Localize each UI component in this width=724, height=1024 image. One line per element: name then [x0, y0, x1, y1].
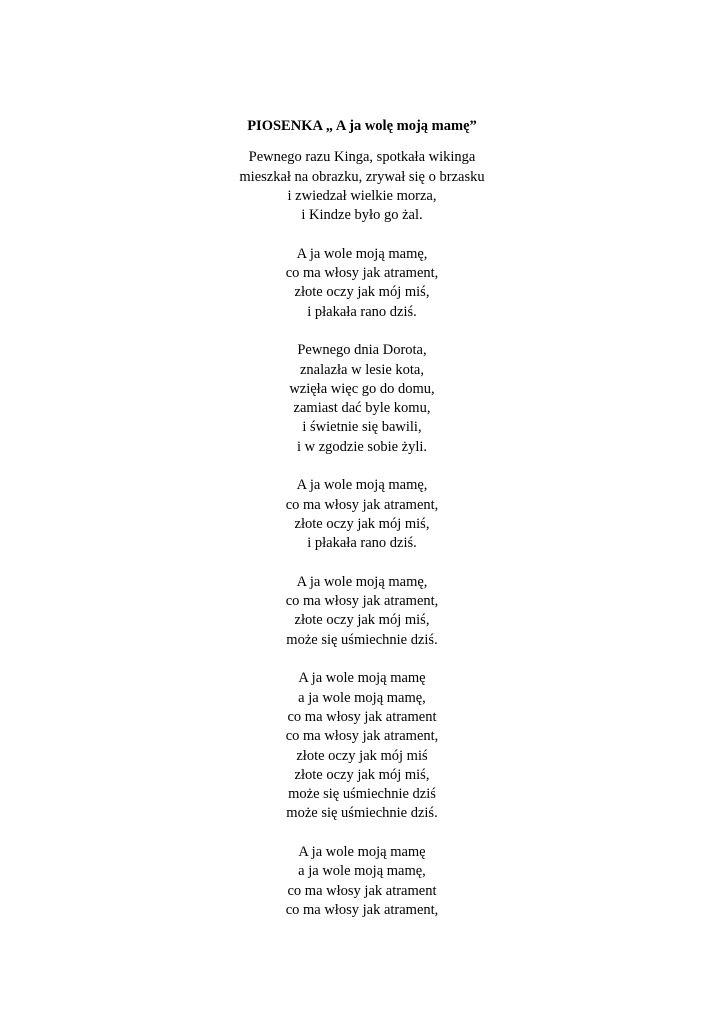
poem-line: A ja wole moją mamę, — [296, 477, 428, 494]
poem-line: może się uśmiechnie dziś — [288, 786, 436, 803]
poem-line: co ma włosy jak atrament — [287, 882, 437, 899]
poem-line: co ma włosy jak atrament, — [285, 728, 439, 745]
poem-line: co ma włosy jak atrament — [287, 708, 437, 725]
poem-line: A ja wole moją mamę — [298, 843, 426, 860]
poem-line: i zwiedzał wielkie morza, — [287, 187, 437, 204]
poem-line: A ja wole moją mamę, — [296, 573, 428, 590]
stanza-7 — [0, 843, 724, 920]
poem-line: zamiast dać byle komu, — [293, 400, 431, 417]
song-title: PIOSENKA „ A ja wolę moją mamę” — [247, 118, 477, 134]
poem-line: złote oczy jak mój miś — [296, 747, 428, 764]
poem-line: A ja wole moją mamę, — [296, 245, 428, 262]
poem-line: a ja wole moją mamę, — [298, 863, 426, 880]
poem-line: A ja wole moją mamę — [298, 670, 426, 687]
poem-line: i płakała rano dziś. — [307, 535, 417, 552]
poem-line: i świetnie się bawili, — [302, 419, 422, 436]
stanza-6 — [0, 669, 724, 823]
poem-line: złote oczy jak mój miś, — [294, 515, 430, 532]
poem-line: co ma włosy jak atrament, — [285, 593, 439, 610]
stanza-2 — [0, 245, 724, 322]
poem-line: może się uśmiechnie dziś. — [286, 805, 438, 822]
poem-line: i Kindze było go żal. — [301, 207, 423, 224]
poem-line: może się uśmiechnie dziś. — [286, 631, 438, 648]
poem-line: Pewnego razu Kinga, spotkała wikinga — [248, 149, 476, 166]
poem-body — [0, 117, 724, 939]
poem-line: mieszkał na obrazku, zrywał się o brzasku — [239, 168, 485, 185]
poem-line: złote oczy jak mój miś, — [294, 284, 430, 301]
poem-line: i płakała rano dziś. — [307, 303, 417, 320]
stanza-4 — [0, 476, 724, 553]
poem-line: wzięła więc go do domu, — [289, 380, 435, 397]
stanza-5 — [0, 573, 724, 650]
poem-line: znalazła w lesie kota, — [300, 361, 424, 378]
poem-line: Pewnego dnia Dorota, — [297, 342, 427, 359]
poem-line: co ma włosy jak atrament, — [285, 496, 439, 513]
stanza-3 — [0, 341, 724, 457]
poem-line: co ma włosy jak atrament, — [285, 901, 439, 918]
poem-line: a ja wole moją mamę, — [298, 689, 426, 706]
poem-line: co ma włosy jak atrament, — [285, 265, 439, 282]
stanza-1 — [0, 148, 724, 225]
poem-line: złote oczy jak mój miś, — [294, 612, 430, 629]
poem-line: i w zgodzie sobie żyli. — [296, 438, 428, 455]
poem-line: złote oczy jak mój miś, — [294, 766, 430, 783]
